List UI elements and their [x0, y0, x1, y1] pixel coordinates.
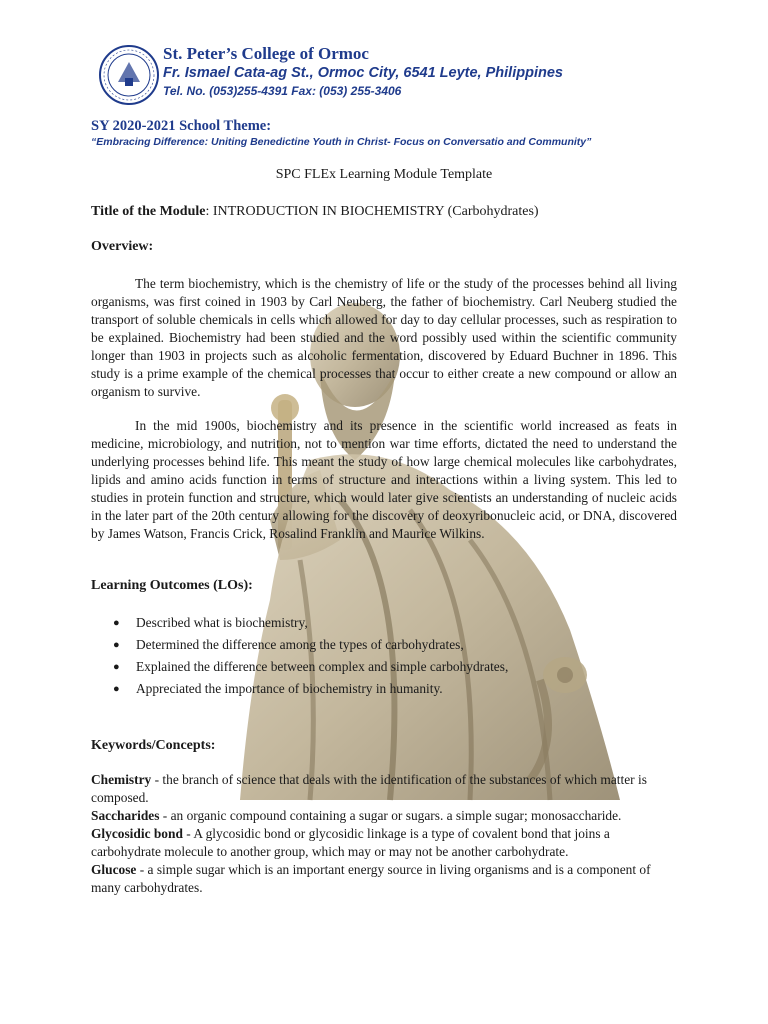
- learning-outcome-item: ● Described what is biochemistry,: [91, 612, 508, 634]
- definition-term: Glycosidic bond: [91, 826, 183, 841]
- school-address: Fr. Ismael Cata-ag St., Ormoc City, 6541 Leyte, Philippines: [163, 65, 563, 81]
- definition-item: [91, 825, 681, 861]
- learning-outcomes-list: [91, 612, 508, 700]
- school-name: St. Peter’s College of Ormoc: [163, 44, 369, 63]
- module-title-label: Title of the Module: [91, 204, 206, 219]
- school-phone: Tel. No. (053)255-4391 Fax: (053) 255-3406: [163, 84, 402, 98]
- definition-text: - a simple sugar which is an important energy source in living organisms and is a component of many carbohydrates.: [91, 862, 651, 895]
- definition-term: Glucose: [91, 862, 137, 877]
- definition-text: - A glycosidic bond or glycosidic linkage is a type of covalent bond that joins a carbohydrate molecule to another group, which may or may not be another carbohydrate.: [91, 826, 610, 859]
- definition-term: Chemistry: [91, 772, 152, 787]
- overview-paragraph-1: The term biochemistry, which is the chemistry of life or the study of the processes behind all living organisms, was first coined in 1903 by Carl Neuberg, the father of biochemistry. Carl Neuberg studied the transport of soluble chemicals in cells which allowed for day to day cellular processes, such as respiration to be explained. Biochemistry had been studied and the word possibly used within the scientific community longer than 1903 in projects such as alcoholic fermentation, discovered by Eduard Buchner in 1896. This study is a prime example of the chemical processes that occur to either create a new compound or allow an organism to survive.: [91, 276, 677, 399]
- learning-outcome-item: ● Determined the difference among the types of carbohydrates,: [91, 634, 508, 656]
- school-theme-title: SY 2020-2021 School Theme:: [91, 118, 272, 134]
- learning-outcome-item: ● Appreciated the importance of biochemistry in humanity.: [91, 678, 508, 700]
- school-theme-quote: “Embracing Difference: Uniting Benedictine Youth in Christ- Focus on Conversatio and Community”: [91, 136, 592, 148]
- bullet-icon: ●: [113, 639, 120, 651]
- learning-outcome-item: ● Explained the difference between complex and simple carbohydrates,: [91, 656, 508, 678]
- learning-outcomes-heading: Learning Outcomes (LOs):: [91, 578, 253, 593]
- module-title-value: : INTRODUCTION IN BIOCHEMISTRY (Carbohydrates): [205, 204, 539, 219]
- definition-item: [91, 771, 681, 807]
- definition-item: [91, 861, 681, 897]
- keywords-heading: Keywords/Concepts:: [91, 738, 216, 753]
- definitions-list: [91, 771, 681, 897]
- definition-item: [91, 807, 681, 825]
- template-title: SPC FLEx Learning Module Template: [275, 167, 493, 182]
- definition-text: - an organic compound containing a sugar or sugars. a simple sugar; monosaccharide.: [159, 808, 622, 823]
- definition-text: - the branch of science that deals with the identification of the substances of which matter is composed.: [91, 772, 647, 805]
- college-seal-logo: [98, 44, 160, 106]
- bullet-icon: ●: [113, 683, 120, 695]
- definition-term: Saccharides: [91, 808, 160, 823]
- overview-paragraph-2: In the mid 1900s, biochemistry and its presence in the scientific world increased as feats in medicine, microbiology, and nutrition, not to mention war time efforts, dictated the need to understand the underlying processes behind life. This meant the study of how large chemical molecules like carbohydrates, lipids and amino acids function in terms of structure and interactions within a living system. This led to studies in protein function and structure, which would later give scientists an understanding of nucleic acids in the later part of the 20th century allowing for the discovery of deoxyribonucleic acid, or DNA, discovered by James Watson, Francis Crick, Rosalind Franklin and Maurice Wilkins.: [91, 418, 677, 541]
- module-title-line: [91, 204, 539, 220]
- overview-heading: Overview:: [91, 239, 154, 254]
- bullet-icon: ●: [113, 617, 120, 629]
- bullet-icon: ●: [113, 661, 120, 673]
